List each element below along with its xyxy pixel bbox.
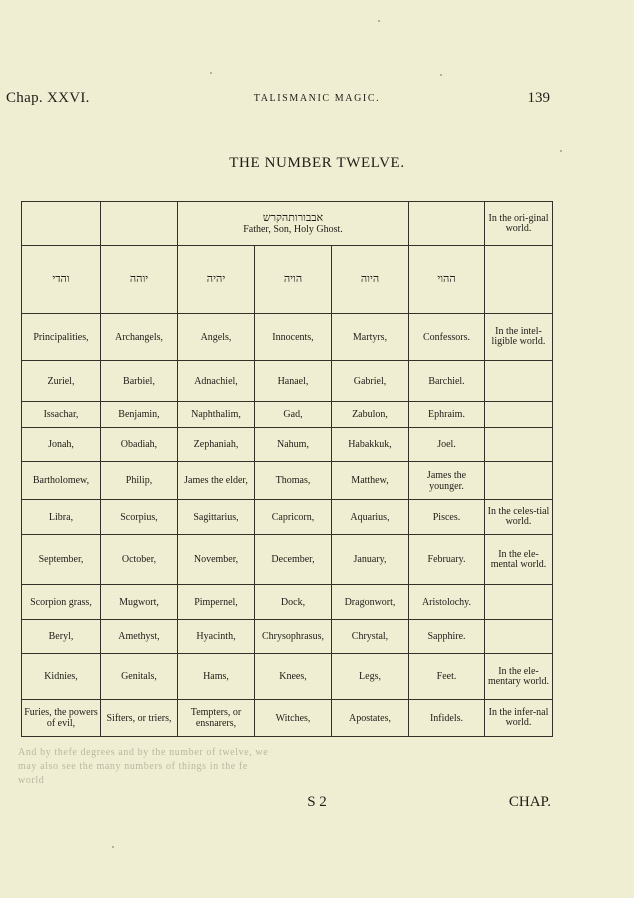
table-row: [22, 428, 553, 462]
table-cell: Obadiah,: [101, 428, 178, 462]
table-cell: Dock,: [255, 585, 332, 620]
table-cell: Adnachiel,: [178, 361, 255, 402]
table-row: [22, 246, 553, 314]
world-label: In the infer-nal world.: [485, 700, 553, 737]
table-row: [22, 535, 553, 585]
table-cell: Nahum,: [255, 428, 332, 462]
table-cell: [485, 462, 553, 500]
paper-speck: [440, 74, 442, 76]
table-cell: December,: [255, 535, 332, 585]
table-cell: Chrysophrasus,: [255, 620, 332, 654]
table-cell: Kidnies,: [22, 654, 101, 700]
table-cell: Aquarius,: [332, 500, 409, 535]
table-cell: [22, 202, 101, 246]
table-row: [22, 314, 553, 361]
table-cell: [485, 246, 553, 314]
divine-name-cell: יוהה: [101, 246, 178, 314]
table-cell: Issachar,: [22, 402, 101, 428]
divine-name-cell: היוה: [332, 246, 409, 314]
table-cell: Gabriel,: [332, 361, 409, 402]
table-cell: Barbiel,: [101, 361, 178, 402]
table-cell: [485, 585, 553, 620]
running-head: [0, 90, 634, 112]
table-cell: Barchiel.: [409, 361, 485, 402]
table-cell: Joel.: [409, 428, 485, 462]
table-cell: Sapphire.: [409, 620, 485, 654]
table-cell: Infidels.: [409, 700, 485, 737]
table-row: [22, 202, 553, 246]
hebrew-name: אבבורותהקרש: [262, 211, 324, 224]
table-cell: Capricorn,: [255, 500, 332, 535]
bleed-through-text: And by thefe degrees and by the number of twelve, we: [18, 747, 269, 758]
page-number: 139: [527, 90, 550, 106]
table-cell: Innocents,: [255, 314, 332, 361]
table-cell: Witches,: [255, 700, 332, 737]
bleed-through-text: world: [18, 775, 45, 786]
table-row: [22, 654, 553, 700]
table-cell: Dragonwort,: [332, 585, 409, 620]
table-cell: Genitals,: [101, 654, 178, 700]
table-cell: Bartholomew,: [22, 462, 101, 500]
table-cell: Archangels,: [101, 314, 178, 361]
table-cell: Pimpernel,: [178, 585, 255, 620]
table-cell: Sagittarius,: [178, 500, 255, 535]
table-cell: Principalities,: [22, 314, 101, 361]
table-cell: Aristolochy.: [409, 585, 485, 620]
table-row: [22, 585, 553, 620]
table-cell: Zephaniah,: [178, 428, 255, 462]
bleed-through-text: may also see the many numbers of things in the fe: [18, 761, 248, 772]
table-cell: [485, 402, 553, 428]
world-label: In the ele-mental world.: [485, 535, 553, 585]
paper-speck: [560, 150, 562, 152]
table-cell: September,: [22, 535, 101, 585]
table-cell: Ephraim.: [409, 402, 485, 428]
table-cell: Knees,: [255, 654, 332, 700]
table-cell: Mugwort,: [101, 585, 178, 620]
table-cell: October,: [101, 535, 178, 585]
world-label: In the ori-ginal world.: [485, 202, 553, 246]
table-cell: Martyrs,: [332, 314, 409, 361]
divine-name-cell: והדי: [22, 246, 101, 314]
table-cell: Matthew,: [332, 462, 409, 500]
table-cell: [101, 202, 178, 246]
table-cell: Zuriel,: [22, 361, 101, 402]
table-cell: James the younger.: [409, 462, 485, 500]
table-cell: [409, 202, 485, 246]
table-row: [22, 462, 553, 500]
table-body: [22, 314, 553, 737]
trinity-cell: [178, 202, 409, 246]
table-cell: Tempters, or ensnarers,: [178, 700, 255, 737]
world-label: In the celes-tial world.: [485, 500, 553, 535]
table-cell: Beryl,: [22, 620, 101, 654]
table-cell: Feet.: [409, 654, 485, 700]
divine-name-cell: ההוי: [409, 246, 485, 314]
table-cell: Habakkuk,: [332, 428, 409, 462]
table-row: [22, 500, 553, 535]
divine-name-cell: הויה: [255, 246, 332, 314]
table-cell: Scorpius,: [101, 500, 178, 535]
table-cell: Jonah,: [22, 428, 101, 462]
table-cell: Scorpion grass,: [22, 585, 101, 620]
table-cell: Sifters, or triers,: [101, 700, 178, 737]
table-cell: Amethyst,: [101, 620, 178, 654]
paper-speck: [210, 72, 212, 74]
table-cell: Furies, the powers of evil,: [22, 700, 101, 737]
table-cell: Confessors.: [409, 314, 485, 361]
paper-speck: [378, 20, 380, 22]
table-cell: Angels,: [178, 314, 255, 361]
table-cell: Hyacinth,: [178, 620, 255, 654]
table-cell: Naphthalim,: [178, 402, 255, 428]
table-cell: Zabulon,: [332, 402, 409, 428]
table-cell: Legs,: [332, 654, 409, 700]
trinity-text: Father, Son, Holy Ghost.: [243, 223, 343, 235]
table-cell: January,: [332, 535, 409, 585]
world-label: In the intel-ligible world.: [485, 314, 553, 361]
table-cell: Benjamin,: [101, 402, 178, 428]
running-title: TALISMANIC MAGIC.: [253, 93, 381, 104]
table-cell: Thomas,: [255, 462, 332, 500]
table-row: [22, 620, 553, 654]
table-cell: February.: [409, 535, 485, 585]
table-cell: [485, 361, 553, 402]
table-cell: November,: [178, 535, 255, 585]
signature-mark: S 2: [307, 794, 327, 810]
table-cell: Chrystal,: [332, 620, 409, 654]
table-cell: Philip,: [101, 462, 178, 500]
table-cell: [485, 620, 553, 654]
correspondence-table: [21, 201, 553, 737]
table-cell: Hams,: [178, 654, 255, 700]
table-cell: James the elder,: [178, 462, 255, 500]
table-cell: Hanael,: [255, 361, 332, 402]
chapter-label: Chap. XXVI.: [6, 90, 90, 106]
table-cell: [485, 428, 553, 462]
table-cell: Apostates,: [332, 700, 409, 737]
table-cell: Pisces.: [409, 500, 485, 535]
table-row: [22, 361, 553, 402]
world-label: In the ele-mentary world.: [485, 654, 553, 700]
section-title: THE NUMBER TWELVE.: [229, 155, 405, 171]
paper-speck: [112, 846, 114, 848]
catchword: CHAP.: [508, 794, 551, 810]
table-row: [22, 700, 553, 737]
table-row: [22, 402, 553, 428]
divine-name-cell: יהיה: [178, 246, 255, 314]
table-cell: Gad,: [255, 402, 332, 428]
table-cell: Libra,: [22, 500, 101, 535]
